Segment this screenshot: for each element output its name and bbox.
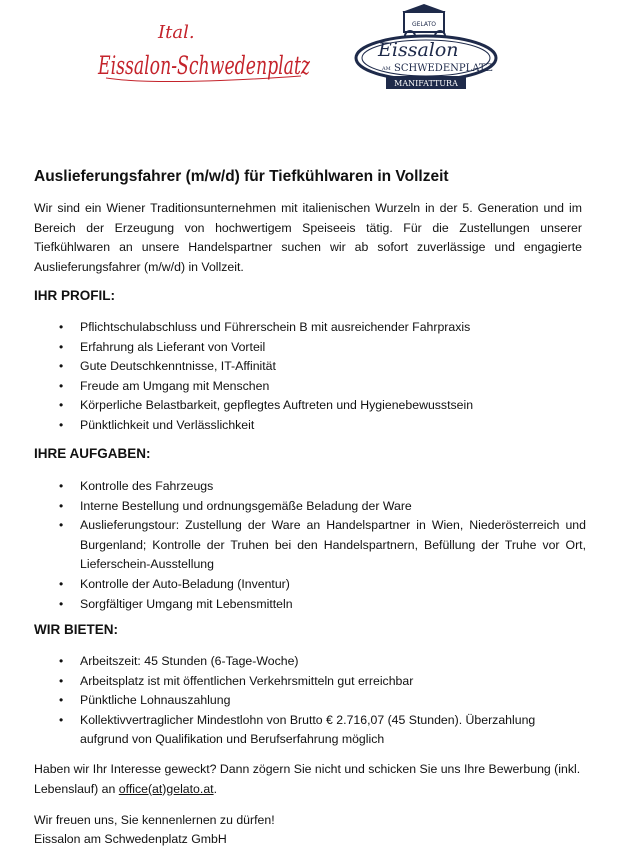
- bullet-icon: •: [59, 693, 64, 708]
- email-link[interactable]: office(at)gelato.at: [118, 781, 214, 796]
- signoff-greeting: Wir freuen uns, Sie kennenlernen zu dürfen!: [34, 813, 275, 827]
- bullet-icon: •: [59, 673, 64, 688]
- list-item: • Auslieferungstour: Zustellung der Ware an Handelspartner in Wien, Niederösterreich und Burgenland; Kontrolle der Truhen bei den Handelspartnern, Befüllung der Truhe vor Ort, Lieferschein-Ausstellung: [59, 518, 586, 572]
- svg-text:GELATO: GELATO: [412, 21, 436, 28]
- profile-heading: IHR PROFIL:: [34, 288, 115, 303]
- svg-text:MANIFATTURA: MANIFATTURA: [394, 79, 458, 88]
- bullet-icon: •: [59, 518, 64, 533]
- bullet-icon: •: [59, 712, 64, 727]
- svg-text:SCHWEDENPLATZ: SCHWEDENPLATZ: [394, 63, 493, 74]
- signoff: [34, 811, 586, 849]
- bullet-icon: •: [59, 479, 64, 493]
- list-item: • Pünktlichkeit und Verlässlichkeit: [34, 416, 586, 436]
- svg-text:Ital.: Ital.: [158, 22, 195, 43]
- intro-paragraph: Wir sind ein Wiener Traditionsunternehmen mit italienischen Wurzeln in der 5. Generation und im Bereich der Erzeugung von hochwertigem Speiseeis tätig. Für die Zustellungen unserer Tiefkühlwaren an unsere Handelspartner suchen wir ab sofort zuverlässige und engagierte Auslieferungsfahrer (m/w/d) in Vollzeit.: [34, 201, 582, 274]
- tasks-list: [34, 477, 586, 614]
- list-item: • Pünktliche Lohnauszahlung: [34, 691, 586, 711]
- eissalon-manifattura-emblem: [352, 4, 500, 100]
- list-item: • Gute Deutschkenntnisse, IT-Affinität: [34, 357, 586, 377]
- svg-text:AM: AM: [382, 66, 391, 72]
- list-item: • Körperliche Belastbarkeit, gepflegtes Auftreten und Hygienebewusstsein: [34, 396, 586, 416]
- job-title: Auslieferungsfahrer (m/w/d) für Tiefkühlwaren in Vollzeit: [34, 168, 449, 185]
- list-item: • Sorgfältiger Umgang mit Lebensmitteln: [34, 595, 586, 615]
- offer-list: [34, 652, 586, 750]
- bullet-icon: •: [59, 359, 64, 374]
- bullet-icon: •: [59, 576, 64, 591]
- profile-list: [34, 318, 586, 436]
- bullet-icon: •: [59, 498, 64, 513]
- list-item: • Pflichtschulabschluss und Führerschein B mit ausreichender Fahrpraxis: [34, 318, 586, 338]
- bullet-icon: •: [59, 320, 64, 334]
- bullet-icon: •: [59, 339, 64, 354]
- bullet-icon: •: [59, 654, 64, 668]
- list-item: • Interne Bestellung und ordnungsgemäße Beladung der Ware: [34, 497, 586, 517]
- list-item: • Kontrolle des Fahrzeugs: [34, 477, 586, 497]
- list-item: • Kontrolle der Auto-Beladung (Inventur): [34, 575, 586, 595]
- list-item: • Arbeitszeit: 45 Stunden (6-Tage-Woche): [34, 652, 586, 672]
- svg-text:Eissalon: Eissalon: [378, 39, 459, 61]
- eissalon-script-logo: [96, 14, 314, 86]
- bullet-icon: •: [59, 596, 64, 611]
- closing-paragraph: Haben wir Ihr Interesse geweckt? Dann zögern Sie nicht und schicken Sie uns Ihre Bewerbung (inkl. Lebenslauf) an office(at)gelato.at.: [34, 762, 581, 796]
- list-item: • Freude am Umgang mit Menschen: [34, 377, 586, 397]
- company-name: Eissalon am Schwedenplatz GmbH: [34, 832, 227, 846]
- tasks-heading: IHRE AUFGABEN:: [34, 446, 151, 461]
- bullet-icon: •: [59, 417, 64, 432]
- list-item: • Arbeitsplatz ist mit öffentlichen Verkehrsmitteln gut erreichbar: [34, 672, 586, 692]
- bullet-icon: •: [59, 398, 64, 413]
- svg-text:Eissalon-Schwedenplatz: Eissalon-Schwedenplatz: [97, 51, 311, 80]
- bullet-icon: •: [59, 378, 64, 393]
- offer-heading: WIR BIETEN:: [34, 622, 118, 637]
- list-item: • Kollektivvertraglicher Mindestlohn von Brutto € 2.716,07 (45 Stunden). Überzahlung aufgrund von Qualifikation und Berufserfahrung möglich: [59, 712, 536, 747]
- list-item: • Erfahrung als Lieferant von Vorteil: [34, 338, 586, 358]
